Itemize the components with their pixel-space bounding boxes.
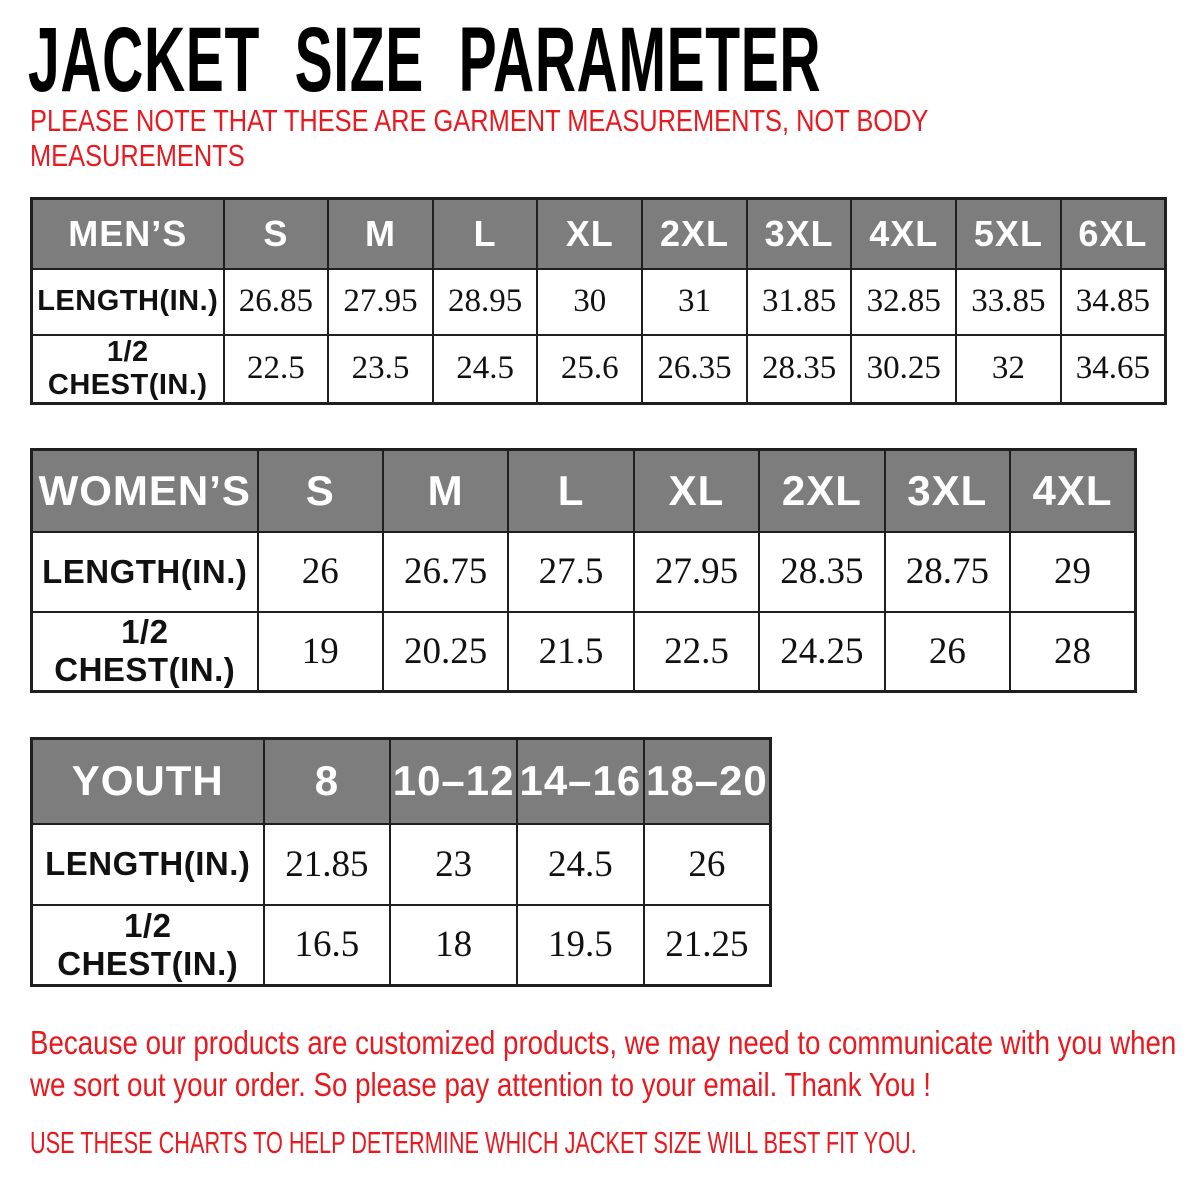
size-header-cell: 18–20 xyxy=(644,739,771,824)
table-header-row xyxy=(32,450,1136,532)
size-header-cell: XL xyxy=(634,450,759,532)
size-header-cell: 4XL xyxy=(851,199,956,269)
size-header-cell: S xyxy=(258,450,383,532)
size-value-cell: 28 xyxy=(1010,612,1135,692)
table-title-cell: MEN’S xyxy=(32,199,224,269)
size-value-cell: 22.5 xyxy=(634,612,759,692)
size-value-cell: 24.5 xyxy=(433,335,538,404)
size-value-cell: 27.5 xyxy=(508,532,633,612)
size-value-cell: 23.5 xyxy=(328,335,433,404)
size-value-cell: 31 xyxy=(642,269,747,335)
size-value-cell: 21.85 xyxy=(264,824,391,905)
row-label-cell: LENGTH(IN.) xyxy=(32,824,264,905)
size-value-cell: 32 xyxy=(956,335,1061,404)
size-value-cell: 26.75 xyxy=(383,532,508,612)
size-value-cell: 26.35 xyxy=(642,335,747,404)
size-header-cell: 5XL xyxy=(956,199,1061,269)
table-row xyxy=(32,532,1136,612)
size-value-cell: 21.5 xyxy=(508,612,633,692)
size-header-cell: 3XL xyxy=(747,199,852,269)
size-value-cell: 27.95 xyxy=(634,532,759,612)
size-value-cell: 28.75 xyxy=(885,532,1010,612)
size-value-cell: 24.25 xyxy=(759,612,884,692)
size-value-cell: 28.35 xyxy=(759,532,884,612)
table-row xyxy=(32,269,1166,335)
row-label-cell: 1/2 CHEST(IN.) xyxy=(32,335,224,404)
size-value-cell: 25.6 xyxy=(537,335,642,404)
table-row xyxy=(32,824,771,905)
size-header-cell: S xyxy=(224,199,329,269)
womens-size-table-grid xyxy=(30,448,1137,693)
size-header-cell: 10–12 xyxy=(390,739,517,824)
size-header-cell: 2XL xyxy=(642,199,747,269)
size-value-cell: 32.85 xyxy=(851,269,956,335)
size-value-cell: 18 xyxy=(390,905,517,986)
table-header-row xyxy=(32,739,771,824)
youth-size-table xyxy=(30,737,772,987)
size-value-cell: 27.95 xyxy=(328,269,433,335)
table-title-cell: WOMEN’S xyxy=(32,450,258,532)
size-header-cell: 4XL xyxy=(1010,450,1135,532)
size-header-cell: 6XL xyxy=(1061,199,1166,269)
page-title xyxy=(28,9,1200,111)
size-header-cell: M xyxy=(328,199,433,269)
size-value-cell: 20.25 xyxy=(383,612,508,692)
size-value-cell: 19 xyxy=(258,612,383,692)
row-label-cell: 1/2 CHEST(IN.) xyxy=(32,905,264,986)
table-row xyxy=(32,905,771,986)
size-value-cell: 31.85 xyxy=(747,269,852,335)
row-label-cell: 1/2 CHEST(IN.) xyxy=(32,612,258,692)
size-value-cell: 26 xyxy=(885,612,1010,692)
size-value-cell: 22.5 xyxy=(224,335,329,404)
size-value-cell: 21.25 xyxy=(644,905,771,986)
size-value-cell: 29 xyxy=(1010,532,1135,612)
garment-measurement-note: PLEASE NOTE THAT THESE ARE GARMENT MEASUREMENTS, NOT BODY MEASUREMENTS xyxy=(30,103,928,173)
size-value-cell: 26 xyxy=(258,532,383,612)
size-value-cell: 16.5 xyxy=(264,905,391,986)
size-header-cell: L xyxy=(433,199,538,269)
size-value-cell: 30.25 xyxy=(851,335,956,404)
size-value-cell: 30 xyxy=(537,269,642,335)
size-header-cell: 2XL xyxy=(759,450,884,532)
customization-notice: Because our products are customized products, we may need to communicate with you when we sort out your order. So please pay attention to your email. Thank You ! xyxy=(30,1024,1177,1104)
size-header-cell: 8 xyxy=(264,739,391,824)
womens-size-table xyxy=(30,448,1137,693)
chart-usage-hint: USE THESE CHARTS TO HELP DETERMINE WHICH JACKET SIZE WILL BEST FIT YOU. xyxy=(30,1125,917,1160)
size-value-cell: 26 xyxy=(644,824,771,905)
size-value-cell: 26.85 xyxy=(224,269,329,335)
size-value-cell: 33.85 xyxy=(956,269,1061,335)
size-header-cell: L xyxy=(508,450,633,532)
size-header-cell: 14–16 xyxy=(517,739,644,824)
page-title-text: JACKET SIZE PARAMETER xyxy=(28,9,822,111)
table-row xyxy=(32,612,1136,692)
table-header-row xyxy=(32,199,1166,269)
size-header-cell: XL xyxy=(537,199,642,269)
size-value-cell: 34.65 xyxy=(1061,335,1166,404)
table-row xyxy=(32,335,1166,404)
row-label-cell: LENGTH(IN.) xyxy=(32,269,224,335)
mens-size-table-grid xyxy=(30,197,1167,405)
youth-size-table-grid xyxy=(30,737,772,987)
size-header-cell: M xyxy=(383,450,508,532)
size-value-cell: 34.85 xyxy=(1061,269,1166,335)
size-value-cell: 28.35 xyxy=(747,335,852,404)
mens-size-table xyxy=(30,197,1167,405)
row-label-cell: LENGTH(IN.) xyxy=(32,532,258,612)
size-value-cell: 28.95 xyxy=(433,269,538,335)
size-value-cell: 19.5 xyxy=(517,905,644,986)
table-title-cell: YOUTH xyxy=(32,739,264,824)
size-value-cell: 24.5 xyxy=(517,824,644,905)
size-value-cell: 23 xyxy=(390,824,517,905)
size-header-cell: 3XL xyxy=(885,450,1010,532)
